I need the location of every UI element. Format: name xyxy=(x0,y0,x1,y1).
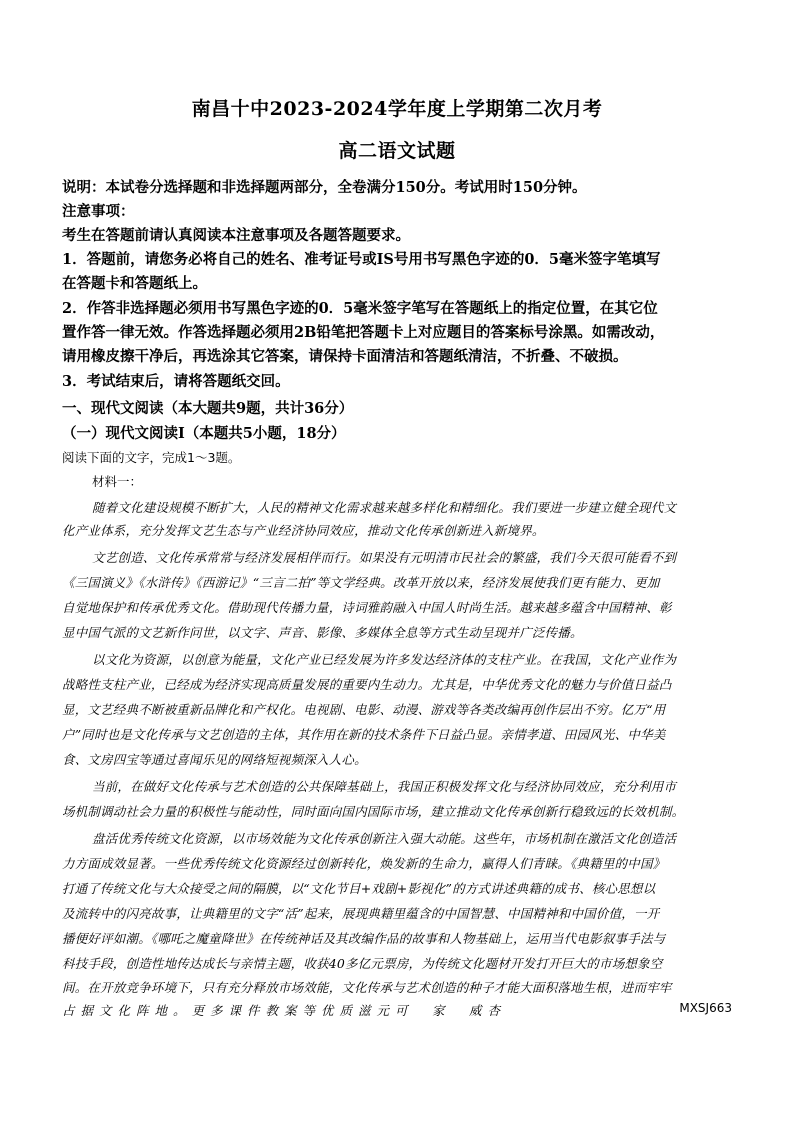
passage-line: 间。在开放竞争环境下，只有充分释放市场效能，文化传承与艺术创造的种子才能大面积落地生根，进而牢牢 xyxy=(62,980,672,995)
passage-line: 户”同时也是文化传承与文艺创造的主体，其作用在新的技术条件下日益凸显。亲情孝道、田园风光、中华美 xyxy=(62,727,666,742)
material-label: 材料一： xyxy=(92,474,143,489)
notice-heading: 注意事项： xyxy=(62,203,135,220)
notice-line: 2．作答非选择题必须用书写黑色字迹的0．5毫米签字笔写在答题纸上的指定位置，在其它位 xyxy=(62,300,658,317)
notice-line: 置作答一律无效。作答选择题必须用2B铅笔把答题卡上对应题目的答案标号涂黑。如需改动， xyxy=(62,324,665,341)
exam-note: 说明：本试卷分选择题和非选择题两部分，全卷满分150分。考试用时150分钟。 xyxy=(62,179,587,196)
passage-line: 显，文艺经典不断被重新品牌化和产权化。电视剧、电影、动漫、游戏等各类改编再创作层出不穷。亿万“用 xyxy=(62,702,666,717)
passage-line: 化产业体系，充分发挥文艺生态与产业经济协同效应，推动文化传承创新进入新境界。 xyxy=(62,523,545,538)
passage-line: 战略性支柱产业，已经成为经济实现高质量发展的重要内生动力。尤其是，中华优秀文化的魅力与价值日益凸 xyxy=(62,677,672,692)
exam-subtitle: 高二语文试题 xyxy=(338,140,456,162)
section-heading: 一、现代文阅读（本大题共9题，共计36分） xyxy=(62,400,354,417)
notice-line: 在答题卡和答题纸上。 xyxy=(62,275,207,292)
notice-line: 3．考试结束后，请将答题纸交回。 xyxy=(62,373,290,390)
subsection-heading: （一）现代文阅读I（本题共5小题，18分） xyxy=(62,425,346,442)
notice-line: 1．答题前，请您务必将自己的姓名、准考证号或IS号用书写黑色字迹的0．5毫米签字笔填写 xyxy=(62,251,661,268)
passage-line: 播便好评如潮。《哪吒之魔童降世》在传统神话及其改编作品的故事和人物基础上，运用当代电影叙事手法与 xyxy=(62,931,666,946)
notice-line: 考生在答题前请认真阅读本注意事项及各题答题要求。 xyxy=(62,227,410,244)
reading-prompt: 阅读下面的文字，完成1～3题。 xyxy=(62,450,241,465)
passage-line: 当前，在做好文化传承与艺术创造的公共保障基础上，我国正积极发挥文化与经济协同效应，充分利用市 xyxy=(92,779,677,794)
passage-line: 以文化为资源，以创意为能量，文化产业已经发展为许多发达经济体的支柱产业。在我国，文化产业作为 xyxy=(92,652,677,667)
passage-line: 盘活优秀传统文化资源，以市场效能为文化传承创新注入强大动能。这些年，市场机制在激活文化创造活 xyxy=(92,831,677,846)
passage-line: 场机制调动社会力量的积极性与能动性，同时面向国内国际市场，建立推动文化传承创新行稳致远的长效机制。 xyxy=(62,804,685,819)
notice-line: 请用橡皮擦干净后，再选涂其它答案，请保持卡面清洁和答题纸清洁，不折叠、不破损。 xyxy=(62,348,628,365)
footer-code: MXSJ663 xyxy=(679,1001,732,1015)
passage-line: 《三国演义》《水浒传》《西游记》“三言二拍”等文学经典。改革开放以来，经济发展使我们更有能力、更加 xyxy=(62,575,660,590)
passage-line: 科技手段，创造性地传达成长与亲情主题，收获40多亿元票房，为传统文化题材开发打开巨大的市场想象空 xyxy=(62,956,663,971)
passage-line: 食、文房四宝等通过喜闻乐见的网络短视频深入人心。 xyxy=(62,752,367,767)
passage-line: 文艺创造、文化传承常常与经济发展相伴而行。如果没有元明清市民社会的繁盛，我们今天很可能看不到 xyxy=(92,550,677,565)
exam-title: 南昌十中2023-2024学年度上学期第二次月考 xyxy=(191,98,603,120)
footer-line xyxy=(62,1001,732,1019)
passage-line: 显中国气派的文艺新作问世，以文字、声音、影像、多媒体全息等方式生动呈现并广泛传播。 xyxy=(62,625,583,640)
passage-line: 随着文化建设规模不断扩大，人民的精神文化需求越来越多样化和精细化。我们要进一步建立健全现代文 xyxy=(92,500,677,515)
passage-line: 力方面成效显著。一些优秀传统文化资源经过创新转化，焕发新的生命力，赢得人们青睐。《典籍里的中国》 xyxy=(62,856,666,871)
passage-line: 自觉地保护和传承优秀文化。借助现代传播力量，诗词雅韵融入中国人时尚生活。越来越多蕴含中国精神、彰 xyxy=(62,600,672,615)
footer-text: 占据文化阵地。更多课件教案等优质滋元可 家 威杏 xyxy=(62,1003,507,1018)
passage-line: 及流转中的闪亮故事，让典籍里的文字“活”起来，展现典籍里蕴含的中国智慧、中国精神和中国价值，一开 xyxy=(62,906,660,921)
passage-line: 打通了传统文化与大众接受之间的隔膜，以“文化节目+戏剧+影视化”的方式讲述典籍的成书、核心思想以 xyxy=(62,881,656,896)
